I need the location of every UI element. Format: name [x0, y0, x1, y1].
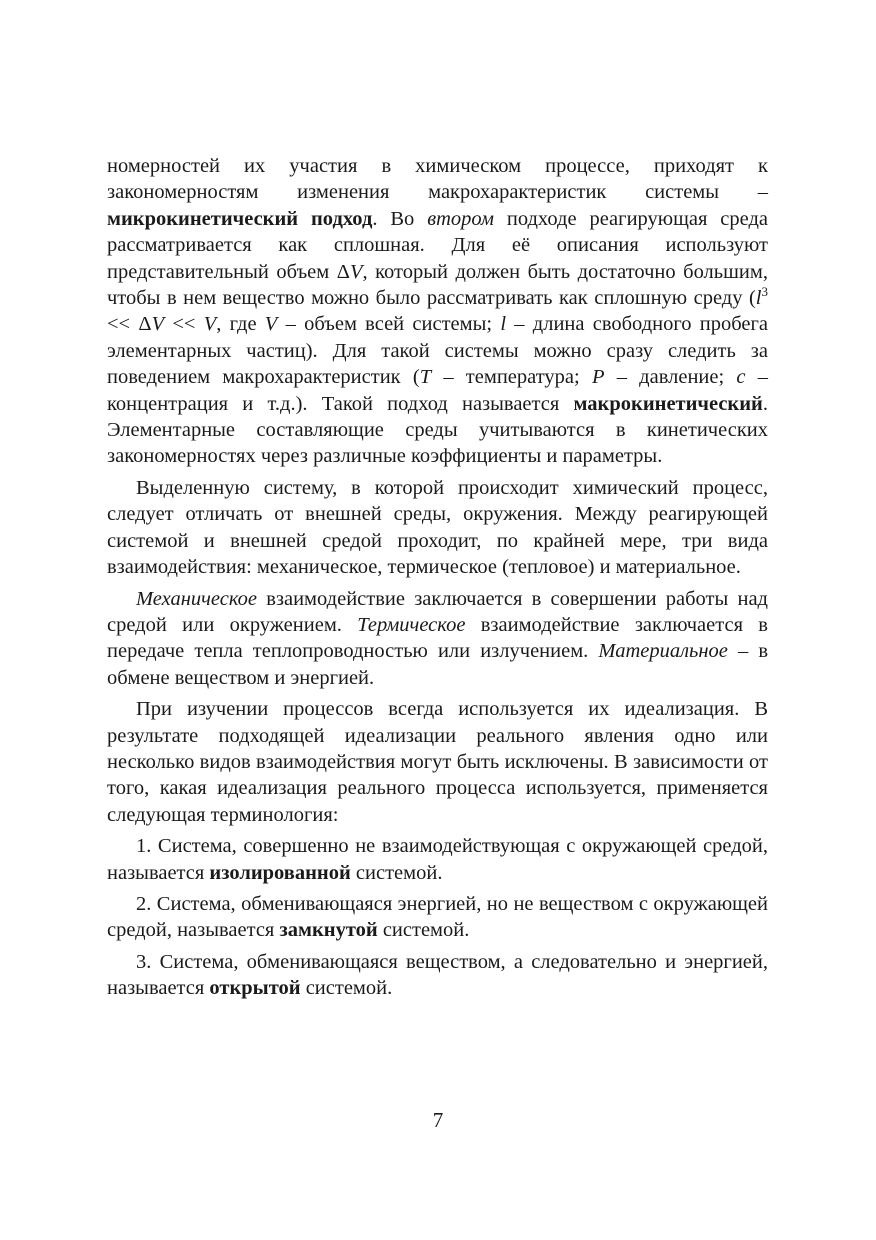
superscript: 3 — [761, 284, 768, 300]
text: 1. Система, совершенно не взаимодействующая с окружающей средой, называется — [107, 835, 768, 884]
text: – длина свободного пробега элементарных частиц). Для такой системы можно сразу следить за поведением макрохарактеристик ( — [107, 313, 768, 389]
text: взаимодействие заключается в передаче тепла теплопроводностью или излучением. — [107, 613, 768, 663]
paragraph-3 — [107, 586, 768, 692]
text: – объем всей системы; — [277, 313, 501, 336]
list-item — [107, 949, 768, 1002]
variable: l — [755, 287, 762, 310]
emphasis: втором — [427, 207, 494, 230]
text: – давление; — [604, 366, 737, 389]
paragraph-4: При изучении процессов всегда используется их идеализация. В результате подходящей идеализации реального явления одно или несколько видов взаимодействия могут быть исключены. В зависимости от того, какая идеализация реального процесса используется, применяется следующая терминология: — [107, 698, 768, 826]
text: , где — [216, 313, 265, 336]
text: системой. — [377, 919, 470, 942]
body-text — [107, 153, 768, 1002]
variable: V — [203, 313, 217, 336]
text: подходе реагирующая среда рассматривается как сплошная. Для её описания используют представительный объем Δ — [107, 207, 768, 283]
term-microkinetic: микрокинетический подход — [107, 207, 373, 230]
text: . Во — [372, 207, 428, 230]
variable: l — [500, 313, 507, 336]
text: – температура; — [431, 366, 592, 389]
term-closed: замкнутой — [279, 919, 378, 942]
text: . Элементарные составляющие среды учитываются в кинетических закономерностях через различные коэффициенты и параметры. — [107, 392, 768, 468]
variable: c — [736, 366, 746, 389]
variable: V — [151, 313, 165, 336]
term-material: Материальное — [598, 640, 728, 663]
text: взаимодействие заключается в совершении работы над средой или окружением. — [107, 587, 768, 636]
term-thermal: Термическое — [357, 613, 466, 636]
text: << Δ — [107, 313, 152, 336]
text: системой. — [350, 861, 443, 884]
list-item — [107, 833, 768, 886]
text: 2. Система, обменивающаяся энергией, но не веществом с окружающей средой, называется — [107, 892, 768, 942]
variable: T — [419, 366, 432, 389]
text: 3. Система, обменивающаяся веществом, а следовательно и энергией, называется — [107, 950, 768, 1000]
term-mechanical: Механическое — [136, 587, 257, 610]
variable: V — [349, 260, 363, 283]
term-isolated: изолированной — [209, 861, 351, 884]
term-open: открытой — [209, 977, 301, 1000]
list-item — [107, 891, 768, 944]
variable: V — [264, 313, 278, 336]
text: системой. — [300, 977, 393, 1000]
term-macrokinetic: макрокинетический — [573, 392, 763, 415]
text: – концентрация и т.д.). Такой подход называется — [107, 366, 769, 415]
text: – в обмене веществом и энергией. — [107, 640, 768, 689]
text: << — [164, 313, 204, 336]
paragraph-2: Выделенную систему, в которой происходит химический процесс, следует отличать от внешней среды, окружения. Между реагирующей системой и внешней средой проходит, по крайней мере, три вида взаимодействия: механическое, термическое (тепловое) и материальное. — [107, 476, 768, 579]
variable: P — [591, 366, 605, 389]
text: , который должен быть достаточно большим, чтобы в нем вещество можно было рассматривать как сплошную среду ( — [107, 260, 768, 310]
text: номерностей их участия в химическом процессе, приходят к закономерностям изменения макрохарактеристик системы – — [107, 155, 768, 204]
page-number: 7 — [432, 1108, 444, 1132]
paragraph-1 — [107, 153, 768, 470]
